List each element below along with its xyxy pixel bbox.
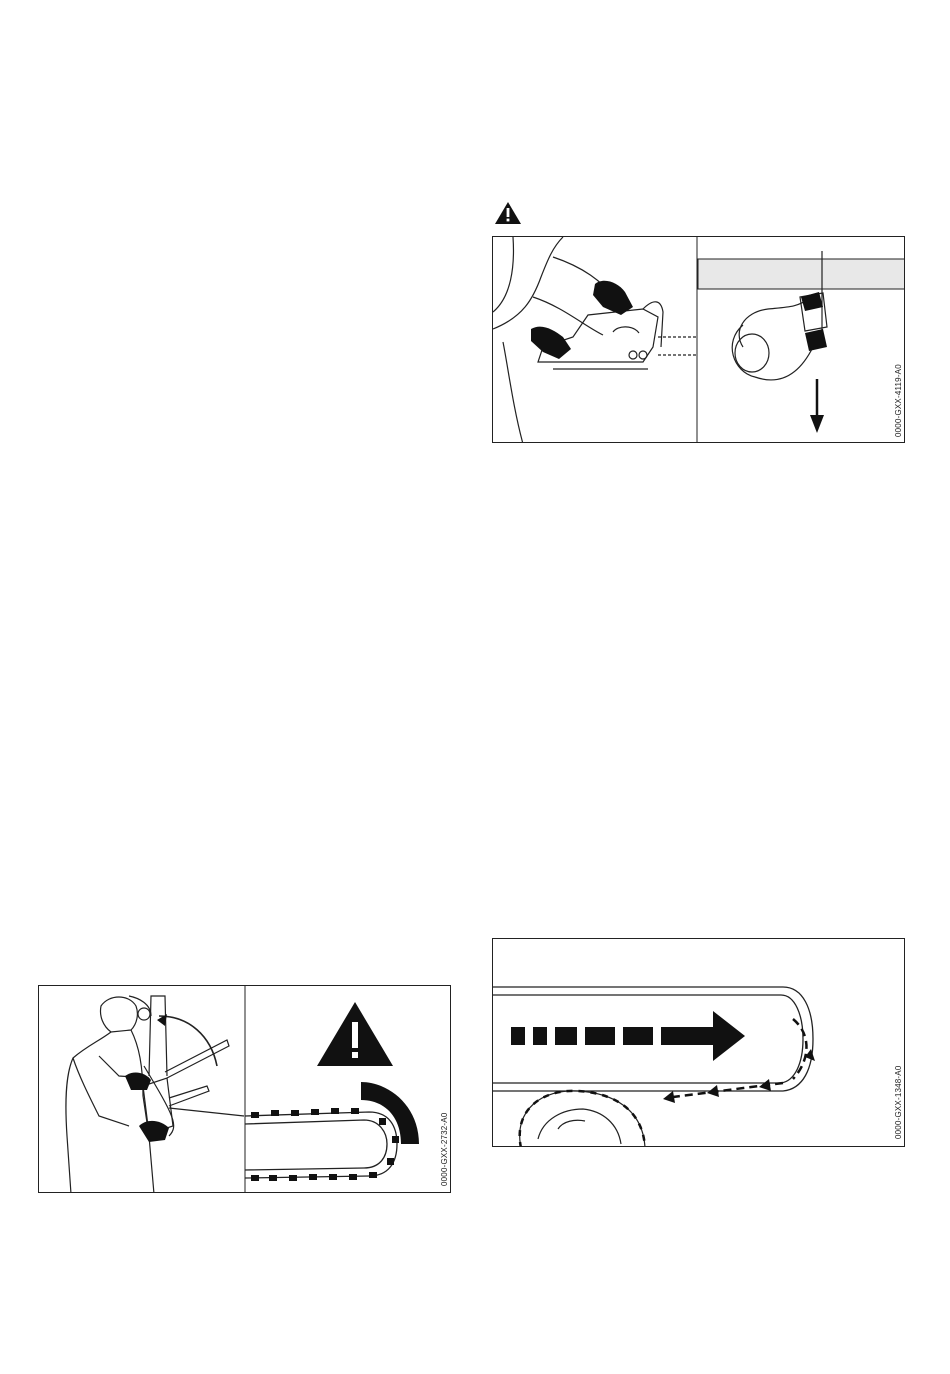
chain-direction-arrow bbox=[511, 1011, 745, 1061]
kickback-zone-arc bbox=[361, 1082, 419, 1144]
operator-illustration bbox=[66, 996, 244, 1193]
figure-pulling-chain bbox=[492, 236, 905, 443]
figure-code: 0000-GXX-1348-A0 bbox=[894, 1065, 903, 1139]
left-glove bbox=[531, 327, 571, 359]
figure-code: 0000-GXX-2732-A0 bbox=[440, 1112, 449, 1186]
chain-bar bbox=[245, 1112, 397, 1178]
operator-illustration bbox=[493, 237, 697, 443]
warning-triangle-icon bbox=[317, 1002, 393, 1066]
right-glove bbox=[593, 281, 633, 315]
figure-code: 0000-GXX-4119-A0 bbox=[894, 364, 903, 437]
figure-chain-direction bbox=[492, 938, 905, 1147]
figure-kickback bbox=[38, 985, 451, 1193]
warning-triangle-icon bbox=[494, 201, 522, 225]
log-illustration bbox=[520, 1091, 645, 1147]
